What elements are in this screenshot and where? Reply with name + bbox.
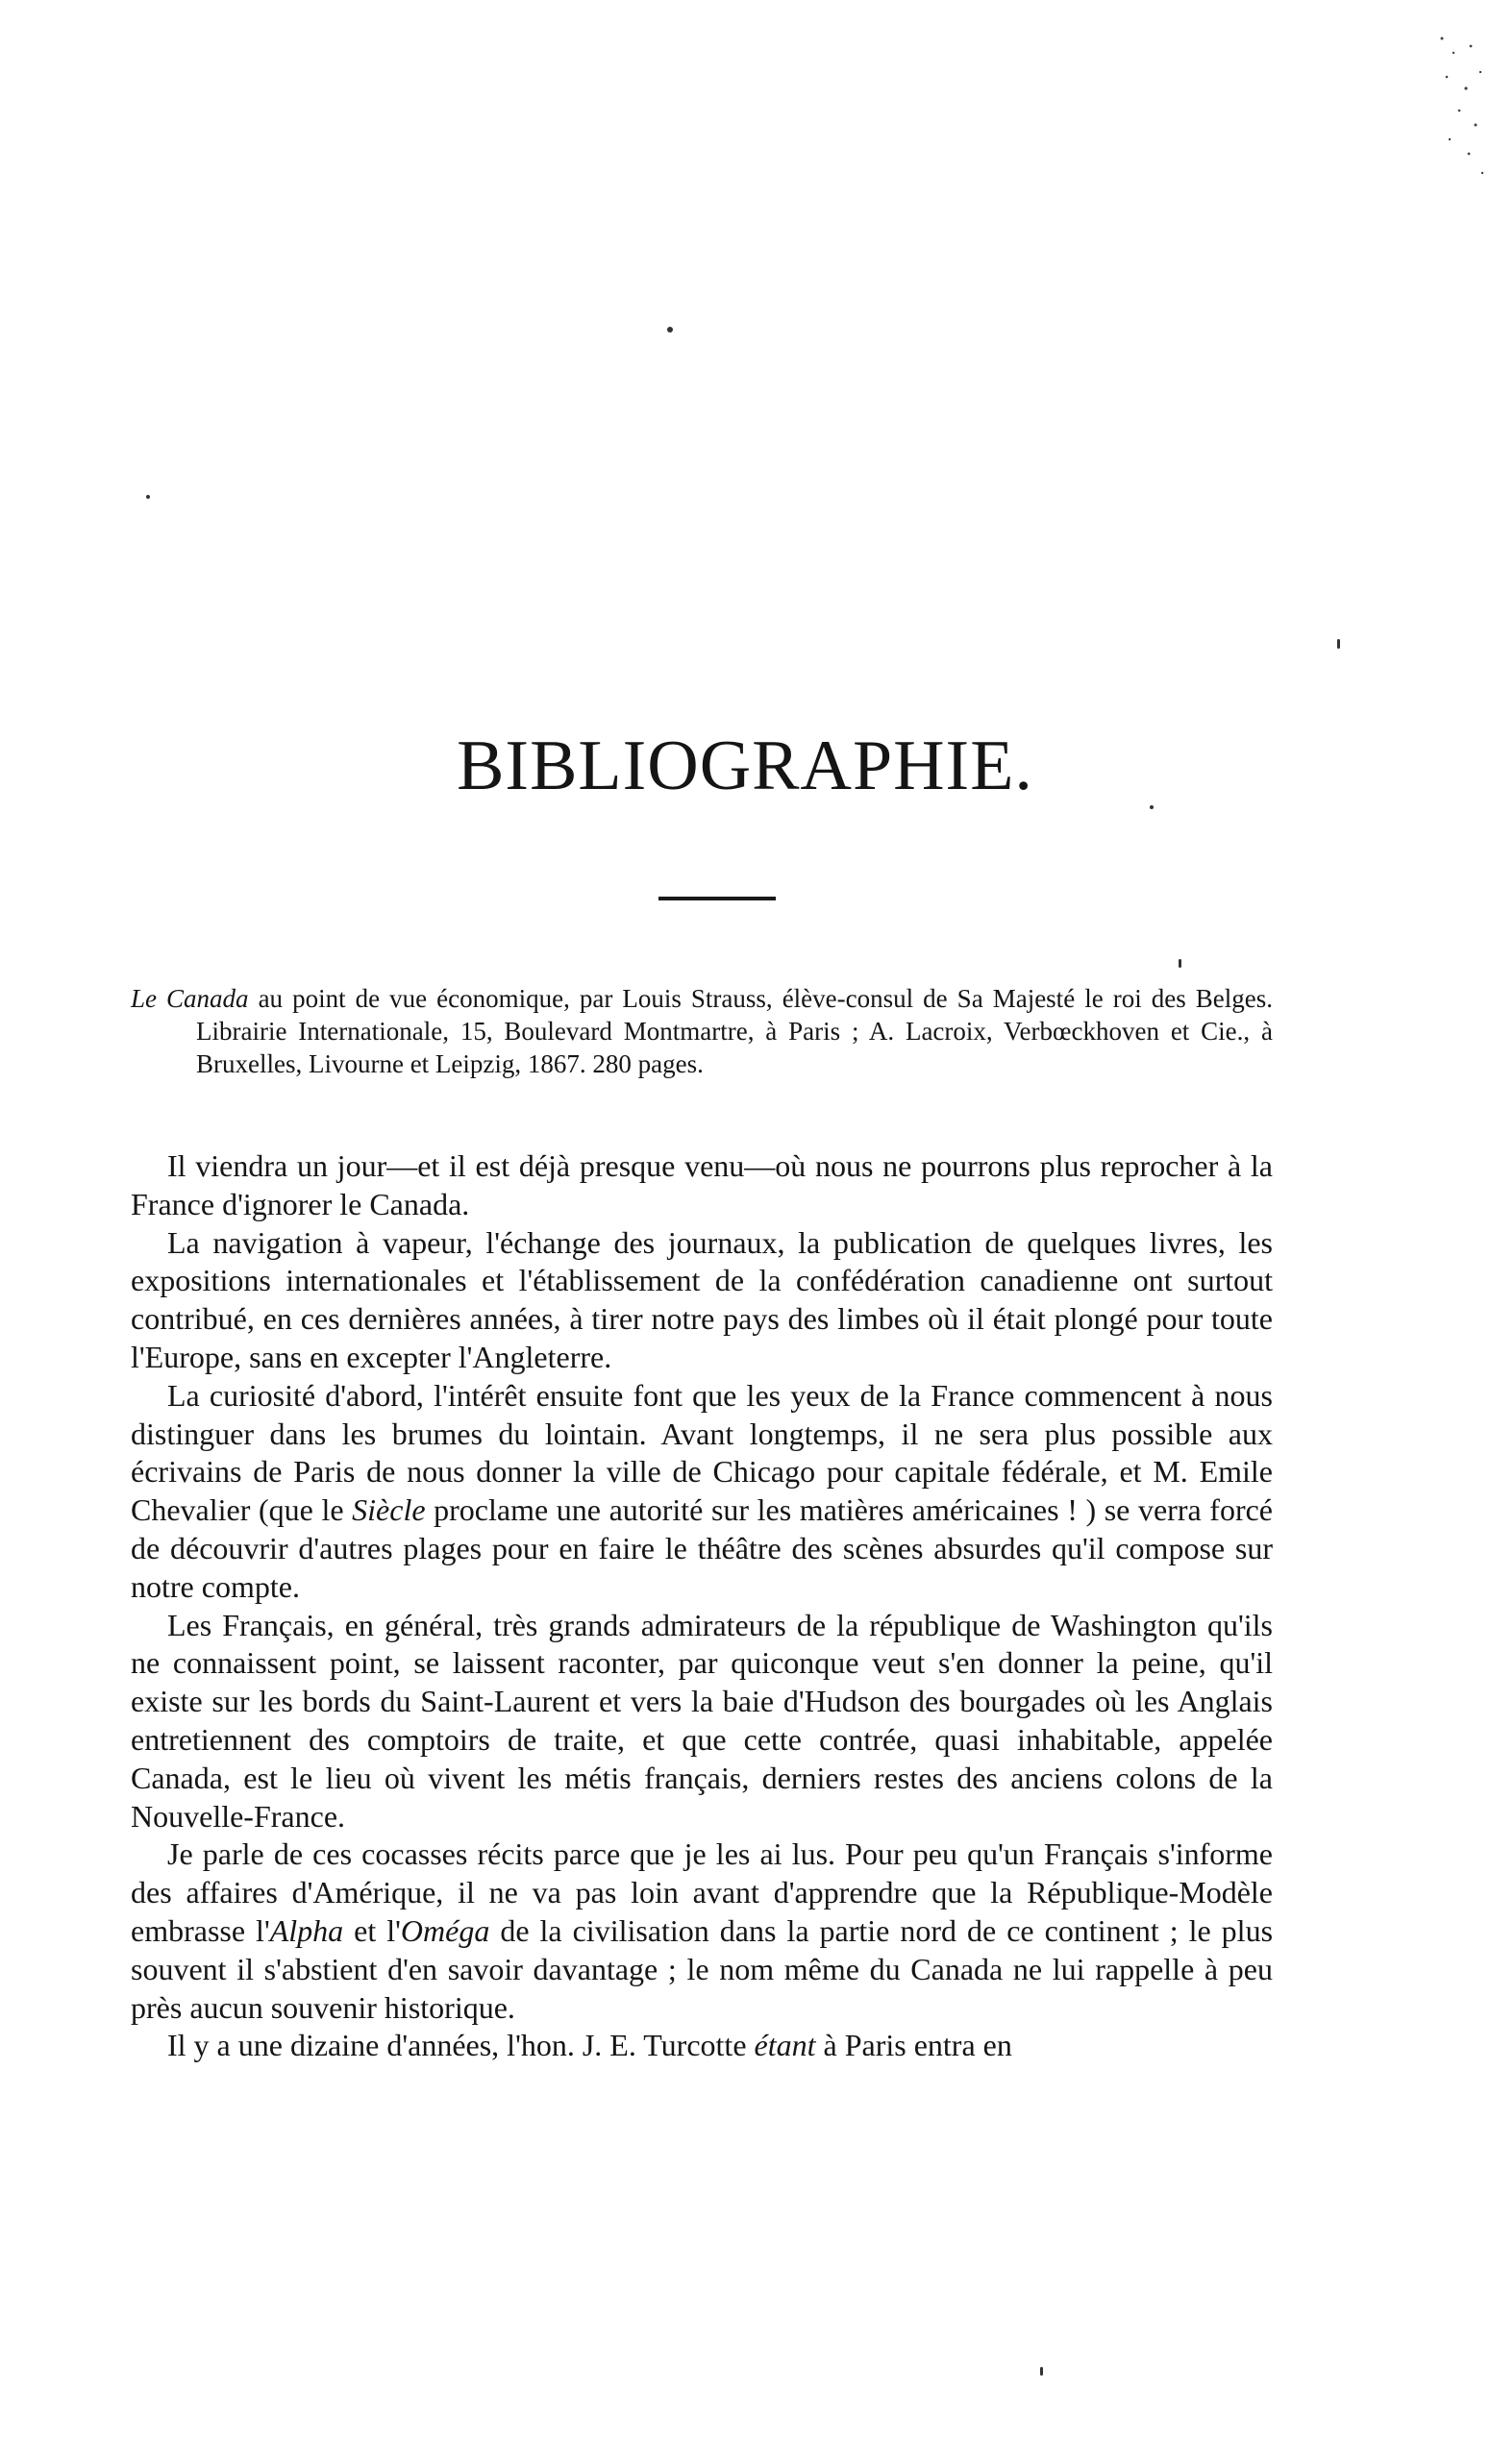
paragraph-6	[131, 2027, 1273, 2065]
citation-text: au point de vue économique, par Louis Strauss, élève-consul de Sa Majesté le roi des Belges. Librairie Internationale, 15, Boulevard Montmartre, à Paris ; A. Lacroix, Verbœckhoven et Cie., à Bruxelles, Livourne et Leipzig, 1867. 280 pages.	[196, 984, 1273, 1078]
paragraph-5-text-b: et l'	[343, 1912, 401, 1948]
paragraph-3	[131, 1377, 1273, 1607]
paragraph-5-text-c: de la civilisation dans la partie nord de ce continent ; le plus souvent il s'abstient d'en savoir davantage ; le nom même du Canada ne lui rappelle à peu près aucun souvenir historique.	[131, 1912, 1274, 2025]
paragraph-1: Il viendra un jour—et il est déjà presque venu—où nous ne pourrons plus reprocher à la France d'ignorer le Canada.	[131, 1148, 1273, 1221]
siecle-italic: Siècle	[352, 1492, 426, 1528]
omega-italic: Oméga	[400, 1912, 490, 1948]
citation-entry	[131, 982, 1273, 1080]
review-body	[131, 1147, 1273, 2065]
bibliographic-citation	[131, 982, 1273, 1080]
page-speck	[1150, 805, 1154, 809]
paragraph-5	[131, 1836, 1273, 2027]
page-speck	[1179, 959, 1181, 968]
page-speck	[1040, 2367, 1043, 2376]
page-speck	[146, 495, 150, 499]
citation-work-title: Le Canada	[131, 984, 249, 1013]
paragraph-2: La navigation à vapeur, l'échange des journaux, la publication de quelques livres, les expositions internationales et l'établissement de la confédération canadienne ont surtout contribué, en ces dernières années, à tirer notre pays des limbes où il était plongé pour toute l'Europe, sans en excepter l'Angleterre.	[131, 1224, 1273, 1374]
page-title: BIBLIOGRAPHIE.	[457, 727, 1033, 805]
paragraph-3-text-b: proclame une autorité sur les matières américaines ! ) se verra forcé de découvrir d'autres plages pour en faire le théâtre des scènes absurdes qu'il compose sur notre compte.	[131, 1492, 1274, 1604]
paragraph-5-text-a: Je parle de ces cocasses récits parce que je les ai lus. Pour peu qu'un Français s'informe des affaires d'Amérique, il ne va pas loin avant d'apprendre que la République-Modèle embrasse l'	[131, 1836, 1273, 1948]
paragraph-6-text-b: à Paris entra en	[815, 2028, 1012, 2063]
paragraph-6-text-a: Il y a une dizaine d'années, l'hon. J. E. Turcotte	[167, 2028, 755, 2063]
page-speck	[1337, 639, 1340, 649]
etant-italic: étant	[754, 2028, 816, 2063]
page-edge-marks	[1432, 19, 1490, 183]
title-rule	[658, 897, 776, 900]
alpha-italic: Alpha	[269, 1912, 344, 1948]
page-speck	[667, 327, 673, 333]
paragraph-4: Les Français, en général, très grands admirateurs de la république de Washington qu'ils ne connaissent point, se laissent raconter, par quiconque veut s'en donner la peine, qu'il existe sur les bords du Saint-Laurent et vers la baie d'Hudson des bourgades où les Anglais entretiennent des comptoirs de traite, et que cette contrée, quasi inhabitable, appelée Canada, est le lieu où vivent les métis français, derniers restes des anciens colons de la Nouvelle-France.	[131, 1607, 1273, 1834]
paragraph-3-text-a: La curiosité d'abord, l'intérêt ensuite font que les yeux de la France commencent à nous distinguer dans les brumes du lointain. Avant longtemps, il ne sera plus possible aux écrivains de Paris de nous donner la ville de Chicago pour capitale fédérale, et M. Emile Chevalier (que le	[131, 1377, 1273, 1528]
